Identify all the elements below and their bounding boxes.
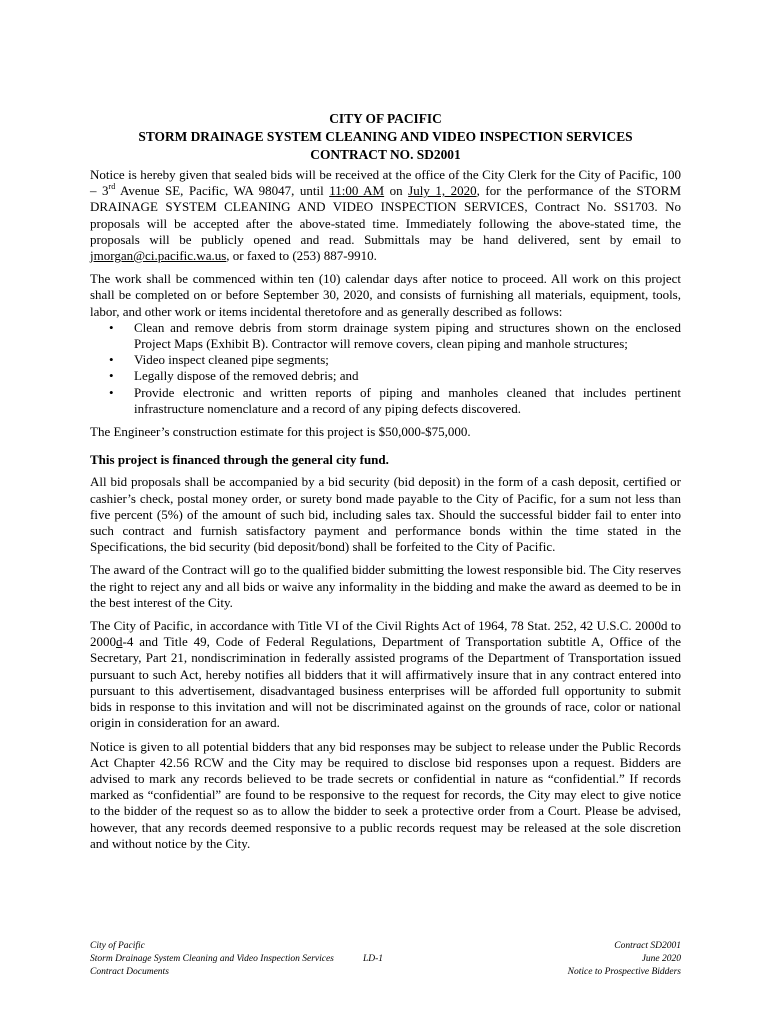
bullet-icon: •: [109, 352, 114, 368]
bullet-icon: •: [109, 319, 114, 335]
list-item: • Video inspect cleaned pipe segments;: [109, 352, 329, 368]
notice-paragraph: Notice is hereby given that sealed bids will be received at the office of the City Clerk for the City of Pacific, 100 – 3rd Avenue SE, Pacific, WA 98047, until 11:00 AM on July 1, 2020, for the performance of the STORM DRAINAGE SYSTEM CLEANING AND VIDEO INSPECTION SERVICES, Contract No. SS1703. No proposals will be accepted after the above-stated time. Immediately following the above-stated time, the proposals will be publicly opened and read. Submittals may be hand delivered, sent by email to jmorgan@ci.pacific.wa.us, or faxed to (253) 887-9910.: [90, 167, 682, 264]
financing-heading: This project is financed through the general city fund.: [90, 452, 389, 468]
bullet-icon: •: [109, 384, 114, 400]
header-contract-no: CONTRACT NO. SD2001: [310, 147, 461, 162]
bullet-icon: •: [109, 368, 114, 384]
bid-time: 11:00 AM: [329, 183, 385, 199]
civil-rights-paragraph: The City of Pacific, in accordance with Title VI of the Civil Rights Act of 1964, 78 Stat. 252, 42 U.S.C. 2000d to 2000d-4 and Title 49, Code of Federal Regulations, Department of Transportation subtitle A, Office of the Secretary, Part 21, nondiscrimination in federally assisted programs of the Department of Transportation issued pursuant to such Act, hereby notifies all bidders that it will affirmatively insure that in any contract entered into pursuant to this advertisement, disadvantaged business enterprises will be afforded full opportunity to submit bids in response to this invitation and will not be discriminated against on the grounds of race, color or national origin in consideration for an award.: [90, 618, 681, 731]
document-body: [90, 110, 681, 859]
public-records-paragraph: Notice is given to all potential bidders that any bid responses may be subject to release under the Public Records Act Chapter 42.56 RCW and the City may be required to disclose bid responses upon a request. Bidders are advised to mark any records believed to be trade secrets or confidential in nature as “confidential.” If records marked as “confidential” are found to be responsive to the request for records, the City may elect to give notice to the bidder of the request so as to allow the bidder to seek a protective order from a Court. Please be advised, however, that any records deemed responsive to a public records request may be released at the sole discretion and without notice by the City.: [90, 738, 681, 851]
list-item: • Provide electronic and written reports of piping and manholes cleaned that includes pertinent infrastructure nomenclature and a record of any piping defects discovered.: [109, 384, 681, 416]
list-item: • Clean and remove debris from storm drainage system piping and structures shown on the enclosed Project Maps (Exhibit B). Contractor will remove covers, clean piping and manhole structures;: [109, 319, 681, 352]
bid-date: July 1, 2020: [408, 183, 477, 199]
estimate-paragraph: The Engineer’s construction estimate for this project is $50,000-$75,000.: [90, 424, 471, 440]
work-paragraph: The work shall be commenced within ten (10) calendar days after notice to proceed. All work on this project shall be completed on or before September 30, 2020, and consists of furnishing all materials, equipment, tools, labor, and other work or items incidental theretofore and as generally described as follows:: [90, 271, 681, 319]
list-item: • Legally dispose of the removed debris; and: [109, 368, 359, 384]
award-paragraph: The award of the Contract will go to the qualified bidder submitting the lowest responsible bid. The City reserves the right to reject any and all bids or waive any informality in the bidding and make the award as deemed to be in the best interest of the City.: [90, 562, 681, 610]
work-items-list: [90, 320, 681, 417]
header-project: STORM DRAINAGE SYSTEM CLEANING AND VIDEO INSPECTION SERVICES: [138, 129, 633, 144]
footer-right: Contract SD2001 June 2020 Notice to Prospective Bidders: [567, 941, 681, 977]
email-link[interactable]: jmorgan@ci.pacific.wa.us: [90, 248, 227, 264]
header-city: CITY OF PACIFIC: [329, 111, 442, 126]
page-number: LD-1: [363, 954, 384, 964]
footer-left: City of Pacific Storm Drainage System Cleaning and Video Inspection Services Contract Documents: [90, 941, 334, 977]
bid-security-paragraph: All bid proposals shall be accompanied by a bid security (bid deposit) in the form of a cash deposit, certified or cashier’s check, postal money order, or surety bond made payable to the City of Pacific, for a sum not less than five percent (5%) of the amount of such bid, including sales tax. Should the successful bidder fail to enter into such contract and furnish satisfactory payment and performance bonds within the time stated in the Specifications, the bid security (bid deposit/bond) shall be forfeited to the City of Pacific.: [90, 474, 681, 555]
